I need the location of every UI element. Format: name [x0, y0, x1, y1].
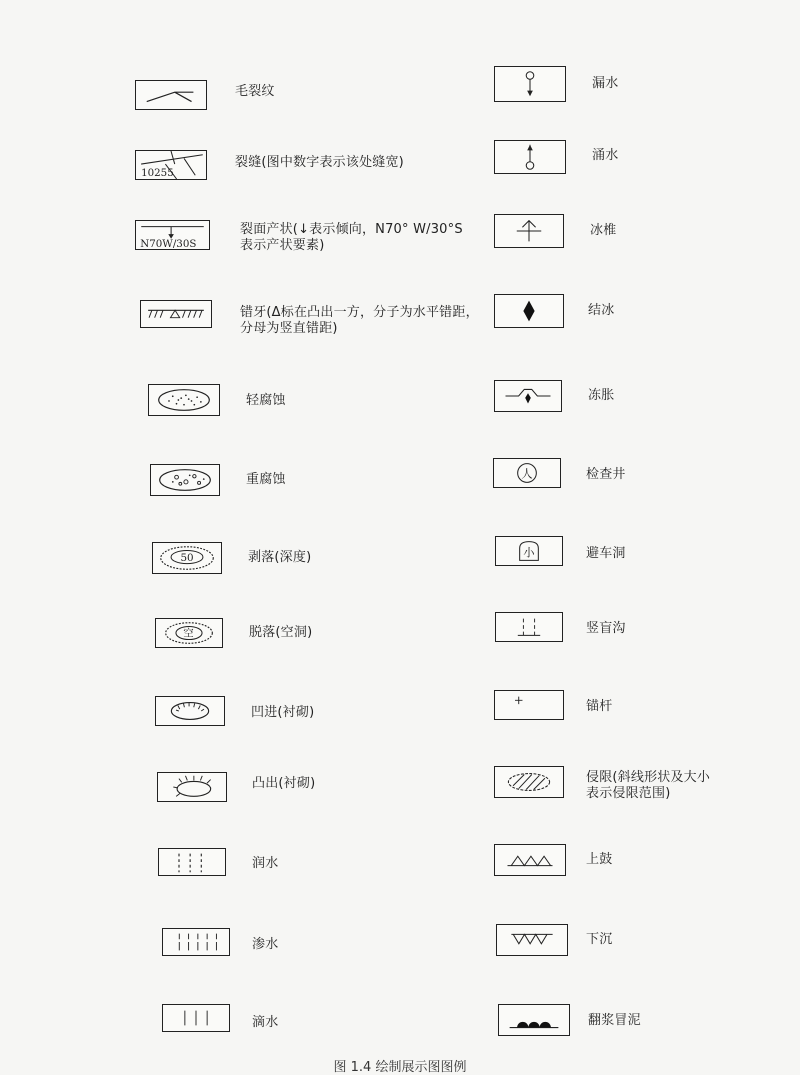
delamination-label: 脱落(空洞): [249, 625, 313, 640]
anchor-bolt-symbol: [494, 690, 564, 720]
fissure-number: 10255: [141, 167, 174, 180]
seepage-symbol: [162, 928, 230, 956]
figure-caption: 图 1.4 绘制展示图图例: [333, 1060, 467, 1075]
fissure-label: 裂缝(图中数字表示该处缝宽): [235, 155, 404, 170]
fracture-attitude-symbol: [135, 220, 210, 250]
icicle-label: 冰椎: [590, 223, 617, 238]
icicle-symbol: [494, 214, 564, 248]
heave-up-symbol: [494, 844, 566, 876]
gushing-label: 涌水: [592, 148, 619, 163]
dripping-symbol: [162, 1004, 230, 1032]
gushing-symbol: [494, 140, 566, 174]
offset-label: 错牙(Δ标在凸出一方，分子为水平错距， 分母为竖直错距): [240, 305, 479, 336]
delamination-mark: 空: [183, 627, 194, 640]
light-corrosion-label: 轻腐蚀: [246, 393, 286, 408]
spalling-label: 剥落(深度): [248, 550, 312, 565]
icing-symbol: [494, 294, 564, 328]
clearance-intrusion-label: 侵限(斜线形状及大小 表示侵限范围): [586, 770, 711, 801]
spalling-symbol: [152, 542, 222, 574]
damp-label: 润水: [252, 856, 279, 871]
subsidence-symbol: [496, 924, 568, 956]
dripping-label: 滴水: [252, 1015, 279, 1030]
convex-label: 凸出(衬砌): [252, 776, 316, 791]
frost-heave-symbol: [494, 380, 562, 412]
concave-label: 凹进(衬砌): [251, 705, 315, 720]
inspection-well-label: 检查井: [586, 467, 626, 482]
leakage-symbol: [494, 66, 566, 102]
inspection-well-symbol: [493, 458, 561, 488]
convex-symbol: [157, 772, 227, 802]
inspection-well-mark: 人: [521, 467, 533, 481]
refuge-niche-mark: 小: [523, 546, 535, 560]
light-corrosion-symbol: [148, 384, 220, 416]
heave-up-label: 上鼓: [586, 852, 613, 867]
fracture-code: N70W/30S: [140, 238, 197, 251]
icing-label: 结冰: [588, 303, 615, 318]
subsidence-label: 下沉: [586, 932, 613, 947]
mud-pumping-label: 翻浆冒泥: [588, 1013, 641, 1028]
fissure-symbol: [135, 150, 207, 180]
anchor-bolt-label: 锚杆: [586, 699, 613, 714]
blind-ditch-label: 竖盲沟: [586, 621, 626, 636]
refuge-niche-label: 避车洞: [586, 546, 626, 561]
damp-symbol: [158, 848, 226, 876]
delamination-symbol: [155, 618, 223, 648]
offset-symbol: [140, 300, 212, 328]
crack-symbol: [135, 80, 207, 110]
heavy-corrosion-label: 重腐蚀: [246, 472, 286, 487]
fracture-attitude-label: 裂面产状(↓表示倾向，N70° W/30°S 表示产状要素): [240, 222, 463, 253]
refuge-niche-symbol: [495, 536, 563, 566]
heavy-corrosion-symbol: [150, 464, 220, 496]
seepage-label: 渗水: [252, 937, 279, 952]
mud-pumping-symbol: [498, 1004, 570, 1036]
crack-label: 毛裂纹: [235, 84, 275, 99]
spalling-value: 50: [180, 551, 194, 564]
concave-symbol: [155, 696, 225, 726]
clearance-intrusion-symbol: [494, 766, 564, 798]
blind-ditch-symbol: [495, 612, 563, 642]
frost-heave-label: 冻胀: [588, 388, 615, 403]
leakage-label: 漏水: [592, 76, 619, 91]
